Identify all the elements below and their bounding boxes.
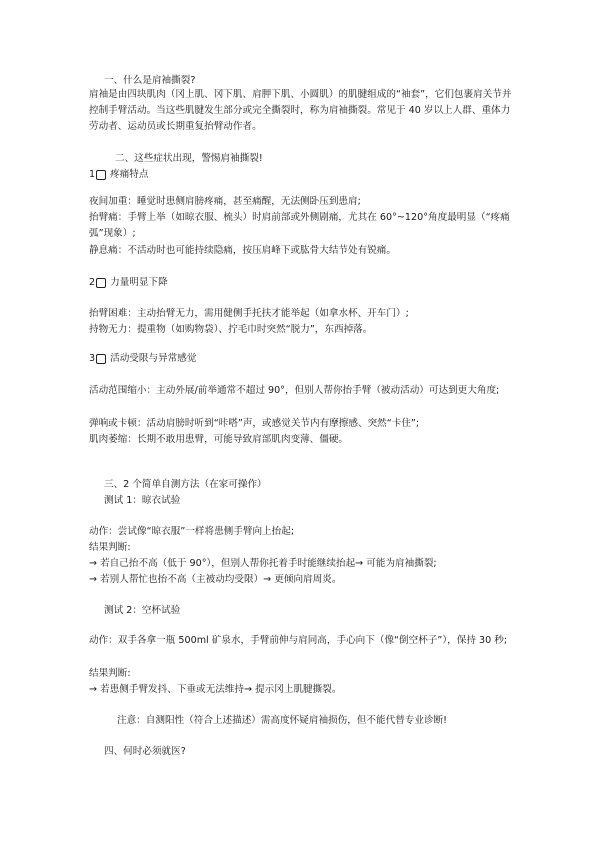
- section-1-paragraph: 肩袖是由四块肌肉（冈上肌、冈下肌、肩胛下肌、小圆肌）的肌腱组成的“袖套”，它们包裹肩关节并控制手臂活动。当这些肌腱发生部分或完全撕裂时，称为肩袖撕裂。常见于 40 岁以上人群、重体力劳动者、运动员或长期重复抬臂动作者。: [89, 89, 512, 132]
- item-1-line-3: 静息痛：不活动时也可能持续隐痛，按压肩峰下或肱骨大结节处有锐痛。: [89, 245, 396, 256]
- item-3-heading: [89, 351, 514, 366]
- item-3-line-2: 弹响或卡顿：活动肩膀时听到“咔嗒”声，或感觉关节内有摩擦感、突然“卡住”;: [89, 418, 420, 429]
- item-1-line-2: 抬臂痛：手臂上举（如晾衣服、梳头）时肩前部或外侧剧痛，尤其在 60°~120°角度最明显（“疼痛弧”现象）;: [89, 212, 510, 239]
- section-1-heading: 一、什么是肩袖撕裂?: [104, 75, 196, 86]
- item-2-line-1: 抬臂困难：主动抬臂无力，需用健侧手托扶才能举起（如拿水杯、开车门）;: [89, 308, 409, 319]
- test-1-action: 动作：尝试像“晾衣服”一样将患侧手臂向上抬起;: [89, 526, 295, 537]
- checkbox-icon: [96, 354, 106, 364]
- section-4-heading: 四、何时必须就医?: [104, 746, 186, 757]
- item-2-title: 力量明显下降: [110, 277, 168, 288]
- test-2-action: 动作：双手各拿一瓶 500ml 矿泉水，手臂前伸与肩同高，手心向下（像“倒空杯子”），保持 30 秒;: [89, 635, 508, 646]
- test-1-result-2: → 若别人帮忙也抬不高（主被动均受限）→ 更倾向肩周炎。: [89, 574, 342, 585]
- note: 注意：自测阳性（符合上述描述）需高度怀疑肩袖损伤，但不能代替专业诊断!: [117, 715, 448, 726]
- test-1-result-1: → 若自己抬不高（低于 90°），但别人帮你托着手时能继续抬起→ 可能为肩袖撕裂;: [89, 558, 437, 569]
- test-2-result-label: 结果判断:: [89, 668, 131, 679]
- item-1-line-1: 夜间加重：睡觉时患侧肩膀疼痛，甚至痛醒，无法侧卧压到患肩;: [89, 196, 361, 207]
- item-3-line-1: 活动范围缩小：主动外展/前举通常不超过 90°，但别人帮你抬手臂（被动活动）可达到更大角度;: [89, 385, 500, 396]
- item-2-number: 2: [89, 277, 96, 288]
- test-2-title: 测试 2：空杯试验: [104, 605, 181, 616]
- checkbox-icon: [96, 278, 106, 288]
- item-3-line-3: 肌肉萎缩：长期不敢用患臂，可能导致肩部肌肉变薄、僵硬。: [89, 434, 349, 445]
- test-1-result-label: 结果判断:: [89, 542, 131, 553]
- item-2-line-2: 持物无力：提重物（如购物袋）、拧毛巾时突然“脱力”，东西掉落。: [89, 324, 373, 335]
- test-1-title: 测试 1：晾衣试验: [104, 495, 181, 506]
- item-3-number: 3: [89, 353, 96, 364]
- item-1-heading: [89, 167, 514, 182]
- item-3-title: 活动受限与异常感觉: [110, 353, 197, 364]
- section-2-heading: 二、这些症状出现，警惕肩袖撕裂!: [115, 153, 263, 164]
- test-2-result-1: → 若患侧手臂发抖、下垂或无法维持→ 提示冈上肌腱撕裂。: [89, 684, 342, 695]
- item-2-heading: [89, 275, 514, 290]
- item-1-number: 1: [89, 169, 96, 180]
- section-3-heading: 三、2 个简单自测方法（在家可操作）: [104, 479, 267, 490]
- item-1-title: 疼痛特点: [110, 169, 149, 180]
- checkbox-icon: [96, 170, 106, 180]
